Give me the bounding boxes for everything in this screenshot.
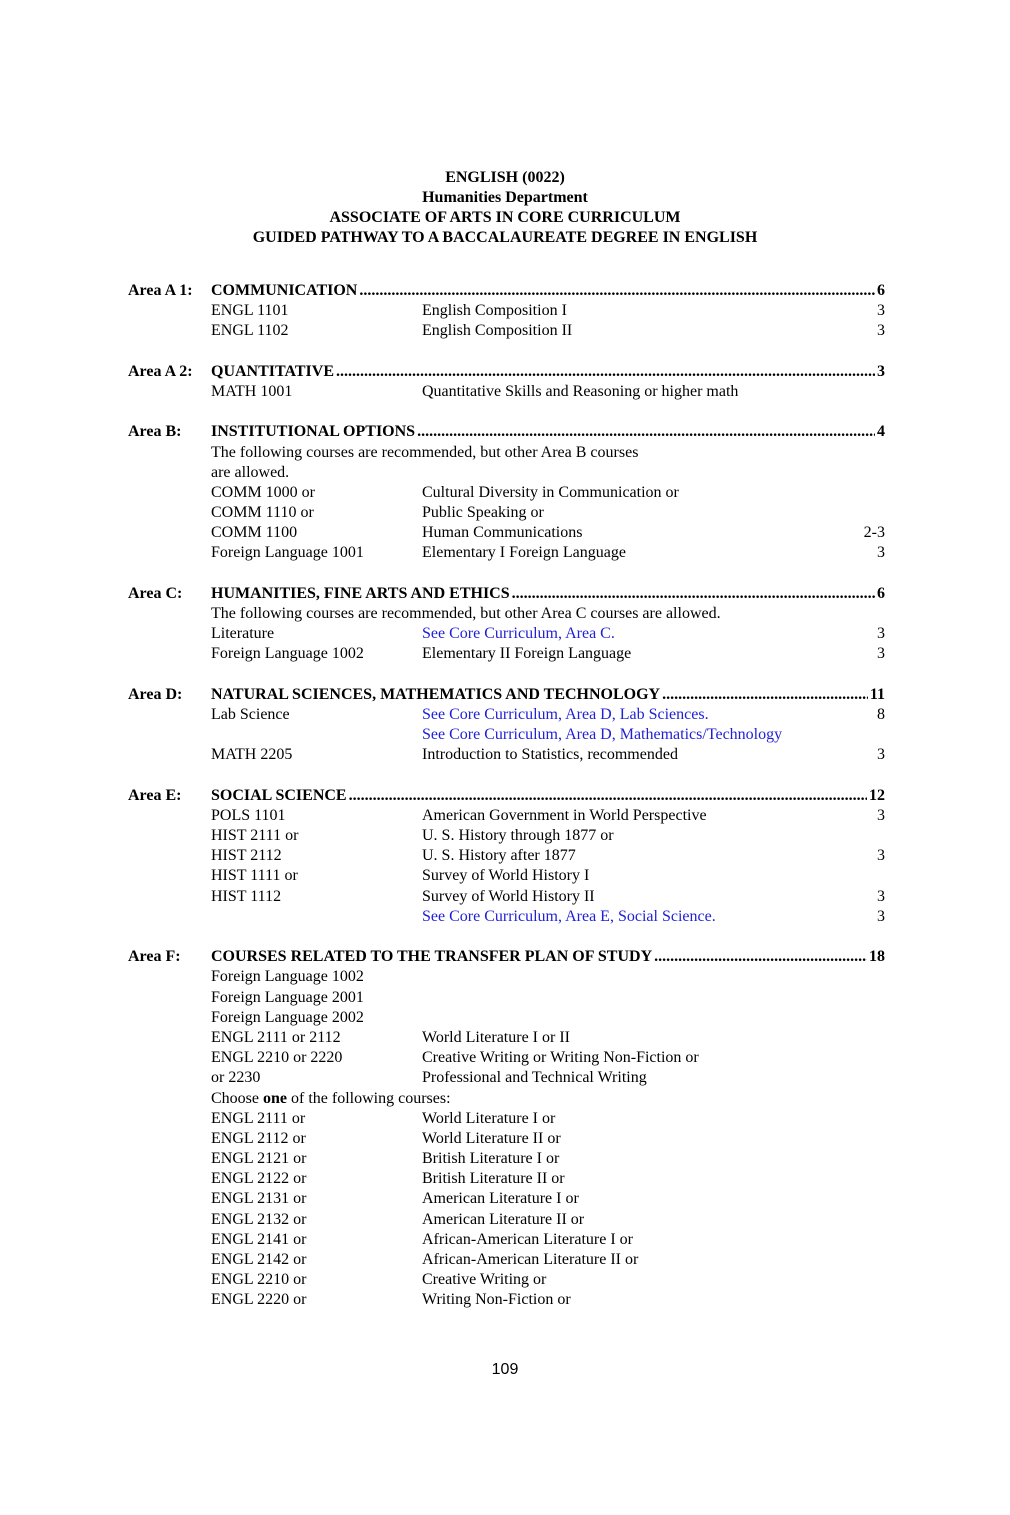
course-row [128,523,885,543]
course-code: HIST 1112 [211,887,282,905]
course-code: or 2230 [211,1069,261,1087]
course-title: Quantitative Skills and Reasoning or higher math [422,382,739,400]
area-title-text: QUANTITATIVE [211,362,334,380]
course-code: ENGL 2122 or [211,1170,307,1188]
dot-leader [349,786,867,806]
course-title: World Literature I or II [422,1028,570,1046]
area-section [128,947,885,1310]
course-row [128,846,885,866]
degree-title: ASSOCIATE OF ARTS IN CORE CURRICULUM [329,209,681,226]
course-title: Cultural Diversity in Communication or [422,483,679,501]
course-code: ENGL 2210 or [211,1271,307,1289]
area-hours: 4 [877,423,885,441]
course-code: Foreign Language 2002 [211,1008,364,1026]
area-heading-row [128,947,885,967]
area-heading-row [128,685,885,705]
course-row [128,1230,885,1250]
area-title [211,281,885,301]
course-code: HIST 1111 or [211,867,298,885]
area-hours: 6 [877,282,885,299]
course-row [128,301,885,321]
area-spacer [128,927,885,947]
course-code: HIST 2111 or [211,827,299,845]
course-code: ENGL 1102 [211,322,289,340]
program-title: ENGLISH (0022) [445,169,565,186]
course-row [128,1169,885,1189]
course-code: Foreign Language 2001 [211,988,364,1006]
course-row [128,1129,885,1149]
area-title [211,786,885,806]
area-hours: 6 [877,584,885,602]
area-hours: 3 [877,362,885,380]
course-row [128,543,885,563]
course-code: ENGL 2121 or [211,1150,307,1168]
course-code: Foreign Language 1002 [211,645,364,663]
course-code: ENGL 2141 or [211,1230,307,1248]
course-code: ENGL 2111 or [211,1109,306,1127]
area-spacer [128,766,885,786]
course-row [128,866,885,886]
course-code: ENGL 2111 or 2112 [211,1028,341,1046]
course-code: ENGL 2142 or [211,1251,307,1268]
credit-hours: 3 [877,625,885,643]
course-row [128,1149,885,1169]
course-title: Professional and Technical Writing [422,1069,647,1087]
course-row [128,604,885,624]
dot-leader [512,584,875,604]
course-code: COMM 1110 or [211,504,314,522]
department-name: Humanities Department [422,189,588,206]
credit-hours: 3 [877,907,885,925]
course-row [128,988,885,1008]
area-title [211,947,885,967]
area-section [128,281,885,342]
area-label: Area A 2: [128,362,193,380]
area-hours: 12 [869,786,885,804]
course-title: British Literature II or [422,1170,565,1188]
course-code: COMM 1000 or [211,483,316,501]
course-title: American Literature I or [422,1190,579,1208]
area-heading-row [128,584,885,604]
core-curriculum-link[interactable]: See Core Curriculum, Area E, Social Science. [422,907,716,925]
dot-leader [336,362,875,382]
course-code: Lab Science [211,705,290,723]
area-title [211,422,885,442]
core-curriculum-link[interactable]: See Core Curriculum, Area C. [422,625,615,643]
credit-hours: 3 [877,746,885,764]
area-section [128,422,885,563]
course-code: POLS 1101 [211,806,286,824]
credit-hours: 3 [877,302,885,320]
course-title: African-American Literature I or [422,1230,633,1248]
dot-leader [662,685,868,705]
credit-hours: 3 [877,645,885,663]
credit-hours: 3 [877,847,885,865]
course-title: British Literature I or [422,1150,560,1168]
area-title-text: HUMANITIES, FINE ARTS AND ETHICS [211,584,510,602]
curriculum-areas [128,281,885,1311]
area-label: Area E: [128,786,182,804]
course-row [128,725,885,745]
area-title-text: NATURAL SCIENCES, MATHEMATICS AND TECHNOLOGY [211,685,661,703]
course-title: U. S. History through 1877 or [422,827,614,845]
dot-leader [654,947,867,967]
course-title: World Literature II or [422,1129,561,1147]
course-row [128,1270,885,1290]
dot-leader [417,422,875,442]
course-title: Introduction to Statistics, recommended [422,746,678,764]
area-section [128,584,885,665]
course-title: African-American Literature II or [422,1251,639,1268]
choose-pre: Choose [211,1089,263,1107]
course-row [128,705,885,725]
course-title: Elementary II Foreign Language [422,645,632,663]
course-code: COMM 1100 [211,524,298,542]
area-title [211,584,885,604]
area-title-text: COMMUNICATION [211,282,358,299]
area-heading-row [128,281,885,301]
course-title: Survey of World History I [422,867,590,885]
course-title: English Composition II [422,322,573,340]
course-title: English Composition I [422,302,567,320]
course-title: Survey of World History II [422,887,595,905]
credit-hours: 3 [877,544,885,562]
area-label: Area D: [128,685,183,703]
area-title-text: INSTITUTIONAL OPTIONS [211,423,416,441]
area-label: Area A 1: [128,282,193,299]
course-title: American Government in World Perspective [422,806,707,824]
course-row [128,1109,885,1129]
area-spacer [128,564,885,584]
area-hours: 18 [869,948,885,966]
area-title [211,685,885,705]
area-section [128,362,885,402]
course-row [128,887,885,907]
course-row [128,321,885,341]
document-header [0,168,1010,248]
area-label: Area F: [128,948,181,966]
course-row [128,1250,885,1270]
area-spacer [128,342,885,362]
course-row [128,382,885,402]
course-code: ENGL 2112 or [211,1129,306,1147]
course-code: MATH 2205 [211,746,293,764]
course-title: U. S. History after 1877 [422,847,576,865]
course-row [128,1189,885,1209]
course-title: Elementary I Foreign Language [422,544,626,562]
course-code: Foreign Language 1002 [211,968,364,986]
course-title: Creative Writing or Writing Non-Fiction or [422,1049,699,1067]
course-row [128,1008,885,1028]
course-code: ENGL 2220 or [211,1291,307,1309]
course-code: The following courses are recommended, but other Area C courses are allowed. [211,605,721,622]
course-title: Human Communications [422,524,583,542]
area-spacer [128,402,885,422]
course-code: HIST 2112 [211,847,282,865]
course-row [128,806,885,826]
course-row [128,644,885,664]
course-code: ENGL 2131 or [211,1190,307,1208]
course-row [128,1068,885,1088]
area-title [211,362,885,382]
course-row [128,826,885,846]
credit-hours: 3 [877,322,885,340]
choose-post: of the following courses: [287,1089,451,1107]
core-curriculum-link[interactable]: See Core Curriculum, Area D, Mathematics/Technology [422,726,783,744]
area-section [128,786,885,927]
credit-hours: 8 [877,705,885,723]
core-curriculum-link[interactable]: See Core Curriculum, Area D, Lab Sciences. [422,705,709,723]
course-code: MATH 1001 [211,382,293,400]
area-label: Area C: [128,584,183,602]
area-heading-row [128,362,885,382]
course-row [128,1028,885,1048]
course-title: American Literature II or [422,1210,585,1228]
course-code: ENGL 2132 or [211,1210,307,1228]
area-title-text: SOCIAL SCIENCE [211,786,347,804]
course-row [128,463,885,483]
credit-hours: 2-3 [863,524,885,542]
course-row [128,907,885,927]
credit-hours: 3 [877,887,885,905]
area-hours: 11 [869,685,885,703]
course-title: World Literature I or [422,1109,556,1127]
course-row [128,443,885,463]
course-code: Foreign Language 1001 [211,544,364,562]
credit-hours: 3 [877,806,885,824]
choose-bold: one [263,1089,287,1107]
area-spacer [128,665,885,685]
dot-leader [359,281,875,301]
page-number: 109 [491,1361,519,1378]
course-row [128,1290,885,1310]
area-label: Area B: [128,423,182,441]
course-title: Creative Writing or [422,1271,547,1289]
course-row [128,483,885,503]
choose-instruction [211,1089,451,1109]
area-title-text: COURSES RELATED TO THE TRANSFER PLAN OF STUDY [211,948,653,966]
course-code: are allowed. [211,463,290,481]
course-row [128,967,885,987]
area-section [128,685,885,766]
area-heading-row [128,422,885,442]
course-row [128,1210,885,1230]
course-row [128,624,885,644]
course-code: ENGL 2210 or 2220 [211,1049,343,1067]
course-title: Public Speaking or [422,504,544,522]
course-row [128,1048,885,1068]
area-heading-row [128,786,885,806]
course-code: The following courses are recommended, but other Area B courses [211,443,639,461]
course-row [128,745,885,765]
course-row [128,1089,885,1109]
course-title: Writing Non-Fiction or [422,1291,571,1309]
course-code: ENGL 1101 [211,302,289,320]
course-row [128,503,885,523]
pathway-title: GUIDED PATHWAY TO A BACCALAUREATE DEGREE IN ENGLISH [252,229,758,246]
course-code: Literature [211,625,275,643]
